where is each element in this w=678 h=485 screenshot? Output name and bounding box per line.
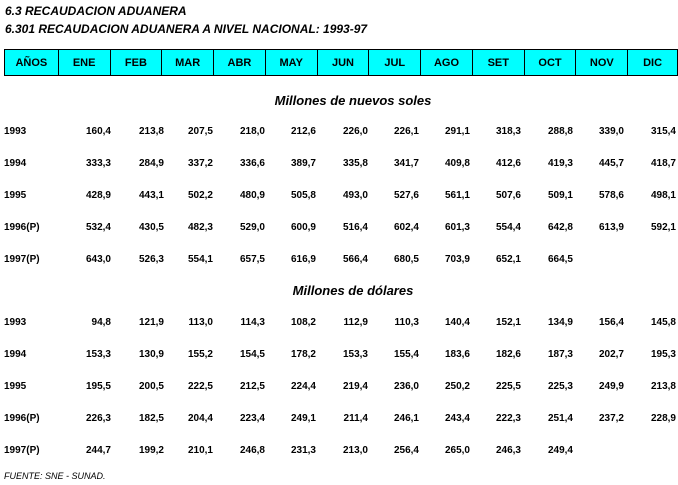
value-cell: 110,3 [394, 317, 419, 328]
header-cell: SET [473, 49, 525, 76]
value-cell: 225,5 [495, 381, 521, 392]
value-cell: 251,4 [547, 413, 573, 424]
value-cell: 652,1 [495, 254, 521, 265]
value-cell: 315,4 [650, 126, 676, 137]
value-cell: 178,2 [290, 349, 316, 360]
table-row [0, 158, 678, 174]
value-cell: 335,8 [342, 158, 368, 169]
value-cell: 94,8 [91, 317, 111, 328]
value-cell: 207,5 [187, 126, 213, 137]
value-cell: 554,1 [187, 254, 213, 265]
value-cell: 140,4 [444, 317, 470, 328]
value-cell: 155,4 [393, 349, 419, 360]
section-heading-dolares: Millones de dólares [292, 283, 414, 298]
value-cell: 222,5 [187, 381, 213, 392]
value-cell: 231,3 [290, 445, 316, 456]
value-cell: 211,4 [343, 413, 368, 424]
year-label: 1993 [4, 317, 27, 328]
header-cell: ENE [59, 49, 111, 76]
value-cell: 204,4 [187, 413, 213, 424]
value-cell: 114,3 [240, 317, 265, 328]
value-cell: 592,1 [650, 222, 676, 233]
value-cell: 480,9 [239, 190, 265, 201]
value-cell: 443,1 [138, 190, 164, 201]
value-cell: 507,6 [495, 190, 521, 201]
header-cell: MAR [162, 49, 214, 76]
value-cell: 498,1 [650, 190, 676, 201]
value-cell: 409,8 [444, 158, 470, 169]
value-cell: 445,7 [598, 158, 624, 169]
value-cell: 223,4 [239, 413, 265, 424]
value-cell: 212,6 [290, 126, 316, 137]
value-cell: 526,3 [138, 254, 164, 265]
value-cell: 418,7 [650, 158, 676, 169]
value-cell: 156,4 [598, 317, 624, 328]
value-cell: 226,1 [393, 126, 419, 137]
value-cell: 183,6 [444, 349, 470, 360]
value-cell: 430,5 [138, 222, 164, 233]
value-cell: 130,9 [138, 349, 164, 360]
value-cell: 243,4 [444, 413, 470, 424]
value-cell: 160,4 [85, 126, 111, 137]
value-cell: 222,3 [495, 413, 521, 424]
value-cell: 210,1 [187, 445, 213, 456]
table-header [4, 49, 678, 76]
table-row [0, 445, 678, 461]
table-row [0, 254, 678, 270]
value-cell: 657,5 [239, 254, 265, 265]
value-cell: 212,5 [239, 381, 265, 392]
table-title: 6.301 RECAUDACION ADUANERA A NIVEL NACIONAL: 1993-97 [5, 22, 368, 36]
header-cell: JUL [369, 49, 421, 76]
table-row [0, 222, 678, 238]
value-cell: 288,8 [547, 126, 573, 137]
year-label: 1994 [4, 349, 27, 360]
value-cell: 529,0 [239, 222, 265, 233]
value-cell: 213,8 [138, 126, 164, 137]
header-cell: OCT [525, 49, 577, 76]
value-cell: 108,2 [290, 317, 316, 328]
value-cell: 284,9 [138, 158, 164, 169]
header-cell: ABR [214, 49, 266, 76]
value-cell: 509,1 [547, 190, 573, 201]
table-row [0, 381, 678, 397]
value-cell: 428,9 [85, 190, 111, 201]
header-cell: NOV [576, 49, 628, 76]
value-cell: 249,4 [547, 445, 573, 456]
value-cell: 412,6 [495, 158, 521, 169]
value-cell: 145,8 [650, 317, 676, 328]
value-cell: 256,4 [393, 445, 419, 456]
header-cell: AÑOS [4, 49, 59, 76]
year-label: 1995 [4, 190, 27, 201]
header-cell: AGO [421, 49, 473, 76]
value-cell: 224,4 [290, 381, 316, 392]
value-cell: 505,8 [290, 190, 316, 201]
value-cell: 265,0 [444, 445, 470, 456]
value-cell: 561,1 [444, 190, 470, 201]
value-cell: 516,4 [342, 222, 368, 233]
value-cell: 244,7 [85, 445, 111, 456]
value-cell: 225,3 [547, 381, 573, 392]
year-label: 1994 [4, 158, 27, 169]
value-cell: 195,5 [85, 381, 111, 392]
value-cell: 601,3 [444, 222, 470, 233]
value-cell: 341,7 [393, 158, 419, 169]
value-cell: 246,1 [393, 413, 419, 424]
year-label: 1996(P) [4, 222, 40, 233]
header-cell: JUN [318, 49, 370, 76]
value-cell: 337,2 [187, 158, 213, 169]
value-cell: 664,5 [547, 254, 573, 265]
value-cell: 643,0 [85, 254, 111, 265]
value-cell: 113,0 [188, 317, 213, 328]
value-cell: 213,0 [342, 445, 368, 456]
value-cell: 482,3 [187, 222, 213, 233]
source-note: FUENTE: SNE - SUNAD. [4, 471, 106, 481]
value-cell: 237,2 [598, 413, 624, 424]
value-cell: 153,3 [342, 349, 368, 360]
value-cell: 152,1 [495, 317, 521, 328]
value-cell: 502,2 [187, 190, 213, 201]
value-cell: 200,5 [138, 381, 164, 392]
value-cell: 121,9 [138, 317, 164, 328]
year-label: 1997(P) [4, 254, 40, 265]
value-cell: 236,0 [393, 381, 419, 392]
value-cell: 182,5 [138, 413, 164, 424]
value-cell: 318,3 [495, 126, 521, 137]
year-label: 1997(P) [4, 445, 40, 456]
value-cell: 336,6 [239, 158, 265, 169]
value-cell: 616,9 [290, 254, 316, 265]
value-cell: 554,4 [495, 222, 521, 233]
value-cell: 389,7 [290, 158, 316, 169]
value-cell: 199,2 [138, 445, 164, 456]
value-cell: 419,3 [547, 158, 573, 169]
table-row [0, 349, 678, 365]
header-cell: DIC [628, 49, 678, 76]
value-cell: 213,8 [650, 381, 676, 392]
value-cell: 493,0 [342, 190, 368, 201]
value-cell: 187,3 [547, 349, 573, 360]
value-cell: 155,2 [187, 349, 213, 360]
value-cell: 182,6 [495, 349, 521, 360]
value-cell: 527,6 [393, 190, 419, 201]
value-cell: 339,0 [598, 126, 624, 137]
year-label: 1996(P) [4, 413, 40, 424]
value-cell: 613,9 [598, 222, 624, 233]
table-row [0, 190, 678, 206]
header-cell: MAY [266, 49, 318, 76]
value-cell: 134,9 [547, 317, 573, 328]
value-cell: 333,3 [85, 158, 111, 169]
value-cell: 600,9 [290, 222, 316, 233]
value-cell: 642,8 [547, 222, 573, 233]
table-row [0, 126, 678, 142]
value-cell: 195,3 [650, 349, 676, 360]
value-cell: 291,1 [444, 126, 470, 137]
table-row [0, 317, 678, 333]
value-cell: 602,4 [393, 222, 419, 233]
value-cell: 532,4 [85, 222, 111, 233]
value-cell: 246,8 [239, 445, 265, 456]
value-cell: 246,3 [495, 445, 521, 456]
value-cell: 202,7 [598, 349, 624, 360]
value-cell: 680,5 [393, 254, 419, 265]
value-cell: 249,9 [598, 381, 624, 392]
value-cell: 226,0 [342, 126, 368, 137]
value-cell: 578,6 [598, 190, 624, 201]
value-cell: 566,4 [342, 254, 368, 265]
year-label: 1995 [4, 381, 27, 392]
value-cell: 250,2 [444, 381, 470, 392]
value-cell: 226,3 [85, 413, 111, 424]
section-heading-soles: Millones de nuevos soles [274, 93, 432, 108]
value-cell: 218,0 [239, 126, 265, 137]
table-row [0, 413, 678, 429]
section-title: 6.3 RECAUDACION ADUANERA [5, 4, 187, 18]
value-cell: 219,4 [342, 381, 368, 392]
value-cell: 249,1 [290, 413, 316, 424]
value-cell: 703,9 [444, 254, 470, 265]
value-cell: 112,9 [343, 317, 368, 328]
value-cell: 153,3 [85, 349, 111, 360]
value-cell: 228,9 [650, 413, 676, 424]
value-cell: 154,5 [239, 349, 265, 360]
header-cell: FEB [111, 49, 163, 76]
year-label: 1993 [4, 126, 27, 137]
